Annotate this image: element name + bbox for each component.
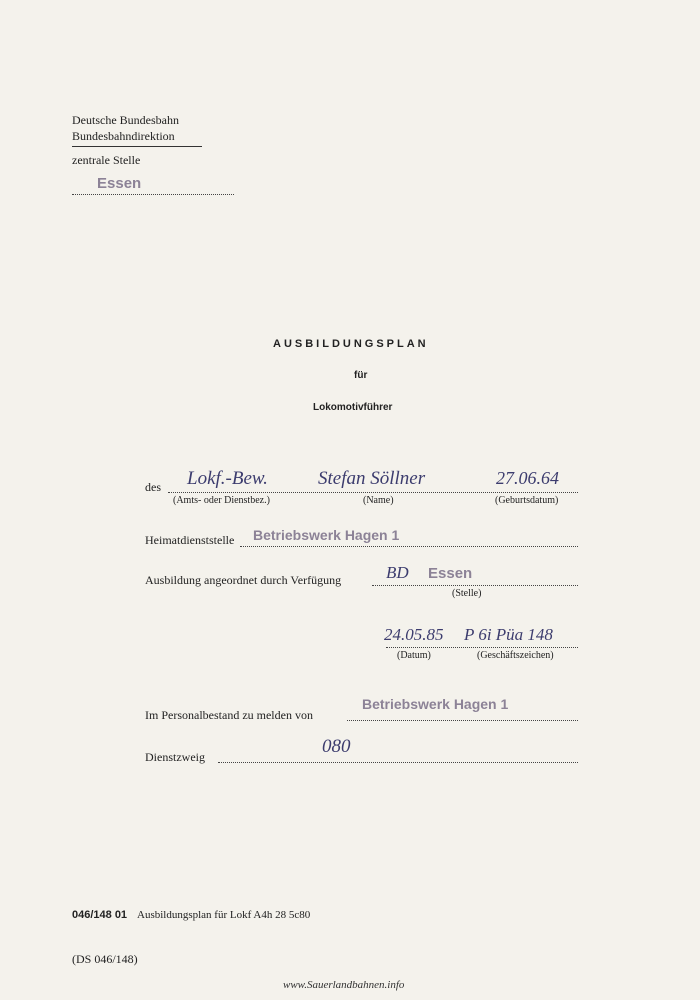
caption-birthdate: (Geburtsdatum) [495, 495, 559, 506]
ds-number: (DS 046/148) [72, 952, 138, 966]
person-dotted-line [168, 492, 578, 493]
org-line-3: zentrale Stelle [72, 153, 141, 167]
org-line-2: Bundesbahndirektion [72, 129, 175, 143]
watermark: www.Sauerlandbahnen.info [283, 979, 405, 991]
org-line-1: Deutsche Bundesbahn [72, 113, 179, 127]
home-dotted-line [240, 546, 578, 547]
branch-dotted-line [218, 762, 578, 763]
caption-stelle: (Stelle) [452, 588, 482, 599]
personnel-label: Im Personalbestand zu melden von [145, 708, 313, 722]
handwritten-bd: BD [386, 563, 409, 582]
form-number: 046/148 01 [72, 909, 128, 921]
handwritten-branch: 080 [322, 736, 351, 757]
caption-ref: (Geschäftszeichen) [477, 650, 554, 661]
des-label: des [145, 480, 161, 494]
home-label: Heimatdienststelle [145, 533, 235, 547]
caption-date: (Datum) [397, 650, 431, 661]
doc-title: AUSBILDUNGSPLAN [273, 338, 429, 350]
order-stamp: Essen [428, 565, 473, 582]
handwritten-name: Stefan Söllner [318, 468, 426, 489]
form-description: Ausbildungsplan für Lokf A4h 28 5c80 [137, 909, 311, 921]
caption-name: (Name) [363, 495, 394, 506]
stamp-city: Essen [97, 175, 142, 192]
doc-title-role: Lokomotivführer [313, 402, 393, 413]
order-ref-dotted-line [386, 647, 578, 648]
branch-label: Dienstzweig [145, 750, 205, 764]
handwritten-title: Lokf.-Bew. [187, 468, 268, 489]
header-rule [72, 146, 202, 147]
home-stamp: Betriebswerk Hagen 1 [253, 527, 400, 543]
city-dotted-line [72, 194, 234, 195]
handwritten-order-ref: P 6i Püa 148 [464, 625, 553, 644]
caption-title: (Amts- oder Dienstbez.) [173, 495, 270, 506]
doc-title-fuer: für [354, 370, 368, 381]
order-label: Ausbildung angeordnet durch Verfügung [145, 573, 342, 587]
order-dotted-line [372, 585, 578, 586]
personnel-stamp: Betriebswerk Hagen 1 [362, 696, 509, 712]
handwritten-birthdate: 27.06.64 [496, 468, 559, 488]
handwritten-order-date: 24.05.85 [384, 625, 444, 644]
personnel-dotted-line [347, 720, 578, 721]
